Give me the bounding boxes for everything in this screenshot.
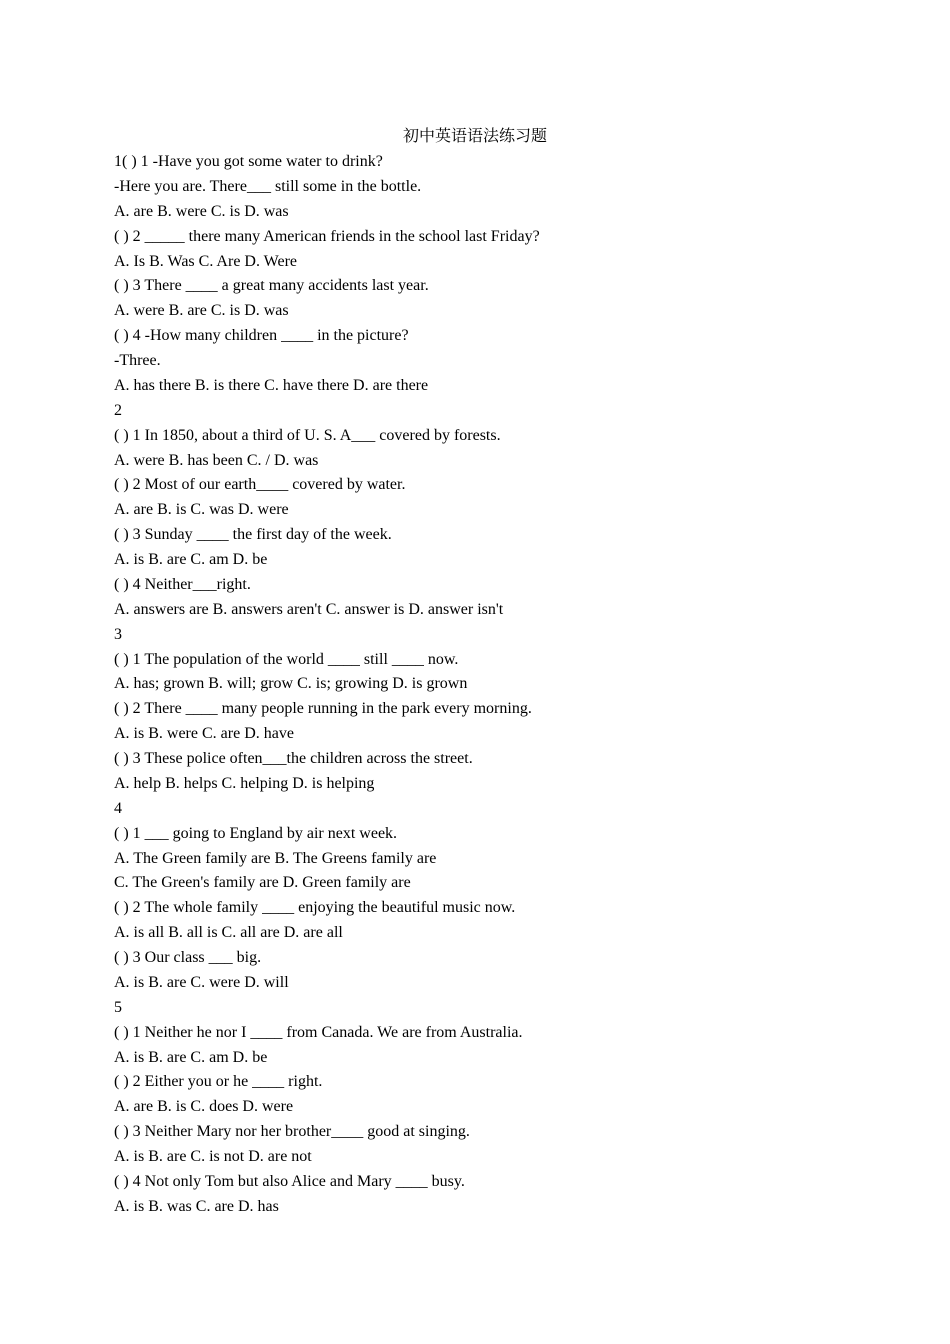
text-line: A. are B. is C. does D. were bbox=[114, 1098, 294, 1116]
text-line: A. has there B. is there C. have there D. are there bbox=[114, 376, 429, 394]
text-line: ( ) 2 The whole family ____ enjoying the beautiful music now. bbox=[114, 899, 516, 917]
text-line: ( ) 3 These police often___the children across the street. bbox=[114, 750, 473, 767]
text-line: A. are B. were C. is D. was bbox=[114, 202, 289, 220]
text-line: 3 bbox=[114, 625, 122, 643]
text-line: A. is all B. all is C. all are D. are all bbox=[114, 924, 343, 942]
text-line: 5 bbox=[114, 998, 122, 1016]
text-line: A. is B. are C. is not D. are not bbox=[114, 1148, 312, 1165]
text-line: ( ) 2 There ____ many people running in the park every morning. bbox=[114, 700, 532, 718]
text-line: -Three. bbox=[114, 352, 161, 369]
text-line: C. The Green's family are D. Green family are bbox=[114, 874, 411, 892]
text-line: A. help B. helps C. helping D. is helping bbox=[114, 774, 375, 792]
text-line: ( ) 1 ___ going to England by air next week. bbox=[114, 824, 398, 842]
text-line: A. were B. are C. is D. was bbox=[114, 302, 289, 320]
text-line: ( ) 4 Neither___right. bbox=[114, 575, 251, 593]
text-line: ( ) 2 Either you or he ____ right. bbox=[114, 1073, 323, 1091]
text-line: 4 bbox=[114, 799, 122, 817]
text-line: ( ) 4 Not only Tom but also Alice and Mary ____ busy. bbox=[114, 1172, 465, 1190]
text-line: A. answers are B. answers aren't C. answer is D. answer isn't bbox=[114, 600, 504, 618]
text-line: A. is B. are C. am D. be bbox=[114, 551, 268, 568]
exercise-lines bbox=[114, 150, 874, 1220]
text-line: A. is B. was C. are D. has bbox=[114, 1197, 279, 1215]
text-line: A. were B. has been C. / D. was bbox=[114, 451, 319, 469]
text-line: A. is B. were C. are D. have bbox=[114, 725, 294, 743]
text-line: A. is B. are C. were D. will bbox=[114, 973, 289, 991]
text-line: ( ) 1 In 1850, about a third of U. S. A___ covered by forests. bbox=[114, 426, 501, 444]
text-line: A. has; grown B. will; grow C. is; growing D. is grown bbox=[114, 675, 468, 693]
text-line: 2 bbox=[114, 401, 122, 419]
text-line: ( ) 3 Neither Mary nor her brother____ good at singing. bbox=[114, 1123, 470, 1141]
text-line: ( ) 2 Most of our earth____ covered by water. bbox=[114, 476, 406, 494]
text-line: 1( ) 1 -Have you got some water to drink? bbox=[114, 153, 383, 170]
text-line: ( ) 3 Our class ___ big. bbox=[114, 949, 262, 966]
text-line: ( ) 2 _____ there many American friends in the school last Friday? bbox=[114, 227, 540, 245]
text-line: A. are B. is C. was D. were bbox=[114, 501, 289, 519]
page-title: 初中英语语法练习题 bbox=[402, 128, 547, 145]
text-line: ( ) 4 -How many children ____ in the picture? bbox=[114, 327, 409, 345]
text-line: ( ) 1 Neither he nor I ____ from Canada. We are from Australia. bbox=[114, 1023, 523, 1041]
text-line: ( ) 3 There ____ a great many accidents last year. bbox=[114, 277, 429, 295]
text-line: A. Is B. Was C. Are D. Were bbox=[114, 252, 298, 270]
text-line: ( ) 3 Sunday ____ the first day of the week. bbox=[114, 526, 392, 544]
text-line: A. is B. are C. am D. be bbox=[114, 1048, 268, 1066]
text-line: ( ) 1 The population of the world ____ still ____ now. bbox=[114, 650, 459, 668]
text-line: A. The Green family are B. The Greens family are bbox=[114, 849, 437, 867]
text-line: -Here you are. There___ still some in the bottle. bbox=[114, 177, 422, 195]
